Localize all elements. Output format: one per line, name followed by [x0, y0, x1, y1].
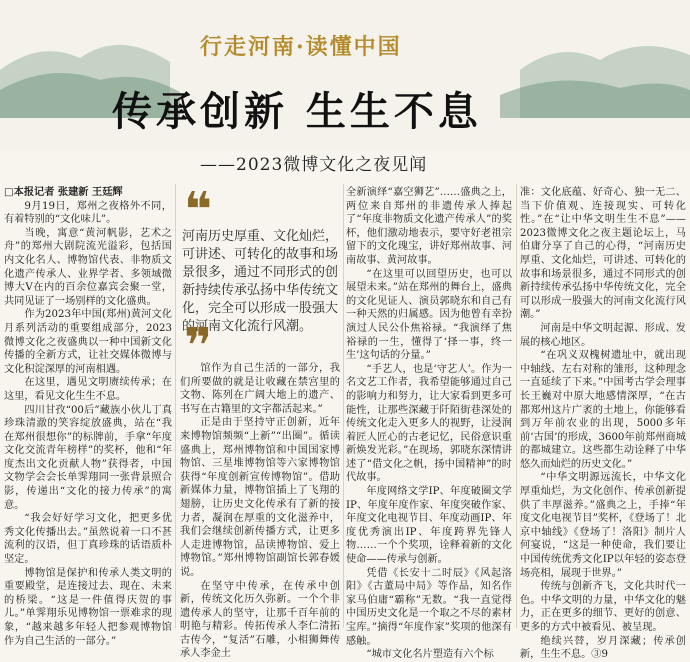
- paragraph: 全新演绎“嘉空狮艺”……盛典之上，两位来自郑州的非遗传承人捧起了“年度非物质文化遗产传承人”的奖杯，他们激动地表示，要守好老祖宗留下的文化瑰宝，讲好郑州故事、河南故事、黄河故事。: [346, 187, 512, 266]
- section-kicker: 行走河南·读懂中国: [200, 34, 402, 60]
- paragraph: “手艺人，也是‘守艺人’。作为一名文艺工作者，我希望能够通过自己的影响力和努力，让大家看到更多可能性，让那些深藏于阡陌街巷深处的传统文化走入更多人的视野，让浸润着匠人匠心的古老记忆，民俗意识重新焕发光彩。”在现场，郭晓东深情讲述了“借文化之帆，扬中国精神”的时代故事。: [346, 363, 512, 484]
- column-rule: [175, 184, 176, 628]
- column-rule: [516, 184, 517, 628]
- pull-quote: [180, 182, 340, 374]
- paragraph: 绝续兴替，岁月深藏；传承创新，生生不息。③9: [520, 635, 686, 661]
- paragraph: 四川甘孜“00后”藏族小伙儿丁真珍珠清澈的笑容绽放盛典，站在“我在郑州很想你”的标牌前，手拿“年度文化交流青年榜样”的奖杯，他和“年度杰出文化贡献人物”获得者，中国文物学会会长单霁翔同一张背景照合影，传递出“文化的接力传承”的寓意。: [4, 404, 172, 511]
- paragraph: 河南是中华文明起源、形成、发展的核心地区。: [520, 322, 686, 348]
- paragraph: 馆作为自己生活的一部分，我们所要做的就是让收藏在禁宫里的文物、陈列在广阔大地上的遗产、书写在古籍里的文字都活起来。”: [180, 363, 340, 415]
- pull-quote-text: 河南历史厚重、文化灿烂，可讲述、可转化的故事和场景很多，通过不同形式的创新持续传承弘扬中华传统文化，完全可以形成一股强大的河南文化流行风潮。: [182, 229, 339, 334]
- article-column-4: [520, 186, 686, 661]
- paragraph: 准：文化底蕴、好奇心、独一无二、当下价值观、连接现实、可转化性。”在“让中华文明生生不息”——2023微博文化之夜主题论坛上，马伯庸分享了自己的心得，“河南历史厚重、文化灿烂，可讲述、可转化的故事和场景很多，通过不同形式的创新持续传承弘扬中华传统文化，完全可以形成一股强大的河南文化流行风潮。”: [520, 187, 686, 321]
- column-rule: [343, 184, 344, 628]
- paragraph: 正是由于坚持守正创新，近年来博物馆频频“上新”“出圈”。循读盛典上，郑州博物馆和中国国家博物馆、三星堆博物馆等六家博物馆获得“年度创新宣传博物馆”。借助新媒体力量，博物馆插上了飞翔的翅膀，让历史文化传承有了新的接力者，凝润在厚重的文化滋养中，我们会继续创新传播方式，让更多人走进博物馆，品读博物馆、爱上博物馆。”郑州博物馆副馆长郭春媛说。: [180, 417, 340, 578]
- masthead: [0, 0, 690, 150]
- paragraph: 在坚守中传承，在传承中创新，传统文化历久弥新。一个个非遗传承人的坚守，让那千百年前的明艳与精彩。传拓传承人李仁清拓古传今，“复活”石雕，小相狮舞传承人李金土: [180, 580, 340, 660]
- headline: 传承创新 生生不息: [112, 88, 482, 135]
- paragraph: “中华文明源远流长，中华文化厚重灿烂，为文化创作、传承创新提供了丰厚滋养。”盛典之上，手捧“年度文化电视节目”奖杯，《登场了！北京中轴线》《登场了！洛阳》制片人何宴说，“这是一种使命，我们要让中国传统优秀文化IP以年轻的姿态登场亮相，展现于世界。”: [520, 472, 686, 579]
- paragraph: 博物馆是保护和传承人类文明的重要殿堂，是连接过去、现在、未来的桥梁。“这是一件值得庆贺的事儿。”单霁翔乐见博物馆一票难求的现象，“越来越多年轻人把参观博物馆作为自己生活的一部分。”: [4, 567, 172, 647]
- paragraph: 凭借《长安十二时辰》《风起洛阳》《古董局中局》等作品，知名作家马伯庸“霸称”无数。“我一直觉得中国历史文化是一个取之不尽的素材宝库。”摘得“年度作家”奖项的他深有感触。: [346, 567, 512, 647]
- byline: □本报记者 张建新 王廷辉: [4, 186, 123, 198]
- paragraph: 9月19日，郑州之夜格外不同，有着特别的“文化味儿”。: [4, 200, 172, 226]
- paragraph: 年度网络文学IP、年度破圈文学IP、年度年度作家、年度突破作家、年度文化电视节目、年度动画IP、年度优秀演出IP、年度跨界先锋人物……一个个奖项，诠释着新的文化使命——传承与创新。: [346, 486, 512, 566]
- article-column-1: [4, 186, 172, 647]
- subheadline: ——2023微博文化之夜见闻: [200, 155, 428, 175]
- article-column-3: [346, 186, 512, 661]
- close-quote-icon: ❞: [184, 318, 213, 374]
- paragraph: “城市文化名片塑造有六个标: [366, 649, 494, 661]
- paragraph: “在巩义双槐树遗址中，就出现中轴线、左右对称的雏形，这种理念一直延续了下来。”中国考古学会理事长王巍对中原大地感情深厚，“在古都郑州这片广袤的土地上，你能够看到万年前农业的出现，5000多年前‘古国’的形成，3600年前郑州商城的都城建立。这些都生动诠释了中华悠久而灿烂的历史文化。”: [520, 350, 686, 470]
- paragraph: 当晚，寓意“黄河帆影，艺术之舟”的郑州大剧院流光溢彩，包括国内文化名人、博物馆代表、非物质文化遗产传承人、业界学者、多领域微博大V在内的百余位嘉宾会聚一堂，共同见证了一场别样的文化盛典。: [4, 227, 172, 307]
- article-column-2: [180, 362, 340, 660]
- paragraph: “我会好好学习文化，把更多优秀文化传播出去。”虽然说着一口不甚流利的汉语，但丁真珍珠的话语质朴坚定。: [4, 513, 172, 566]
- open-quote-icon: ❝: [184, 182, 213, 238]
- paragraph: 传统与创新齐飞，文化共时代一色。中华文明的力量，中华文化的魅力，正在更多的细节、更好的创意、更多的方式中被看见、被呈现。: [520, 581, 686, 633]
- paragraph: 作为2023年中国(郑州)黄河文化月系列活动的重要组成部分，2023微博文化之夜盛典以一种中国新文化传播的全新方式，让社交媒体微博与文化积淀深厚的河南相遇。: [4, 309, 172, 375]
- paragraph: 在这里，遇见文明赓续传承；在这里，看见文化生生不息。: [4, 377, 172, 402]
- paragraph: “在这里可以回望历史，也可以展望未来。”站在郑州的舞台上，盛典的文化见证人、演员郭晓东和自己有一种天然的归属感。因为他曾有幸扮演过人民公仆焦裕禄。“我演绎了焦裕禄的一生，懂得了‘择一事，终一生’这句话的分量。”: [346, 268, 512, 362]
